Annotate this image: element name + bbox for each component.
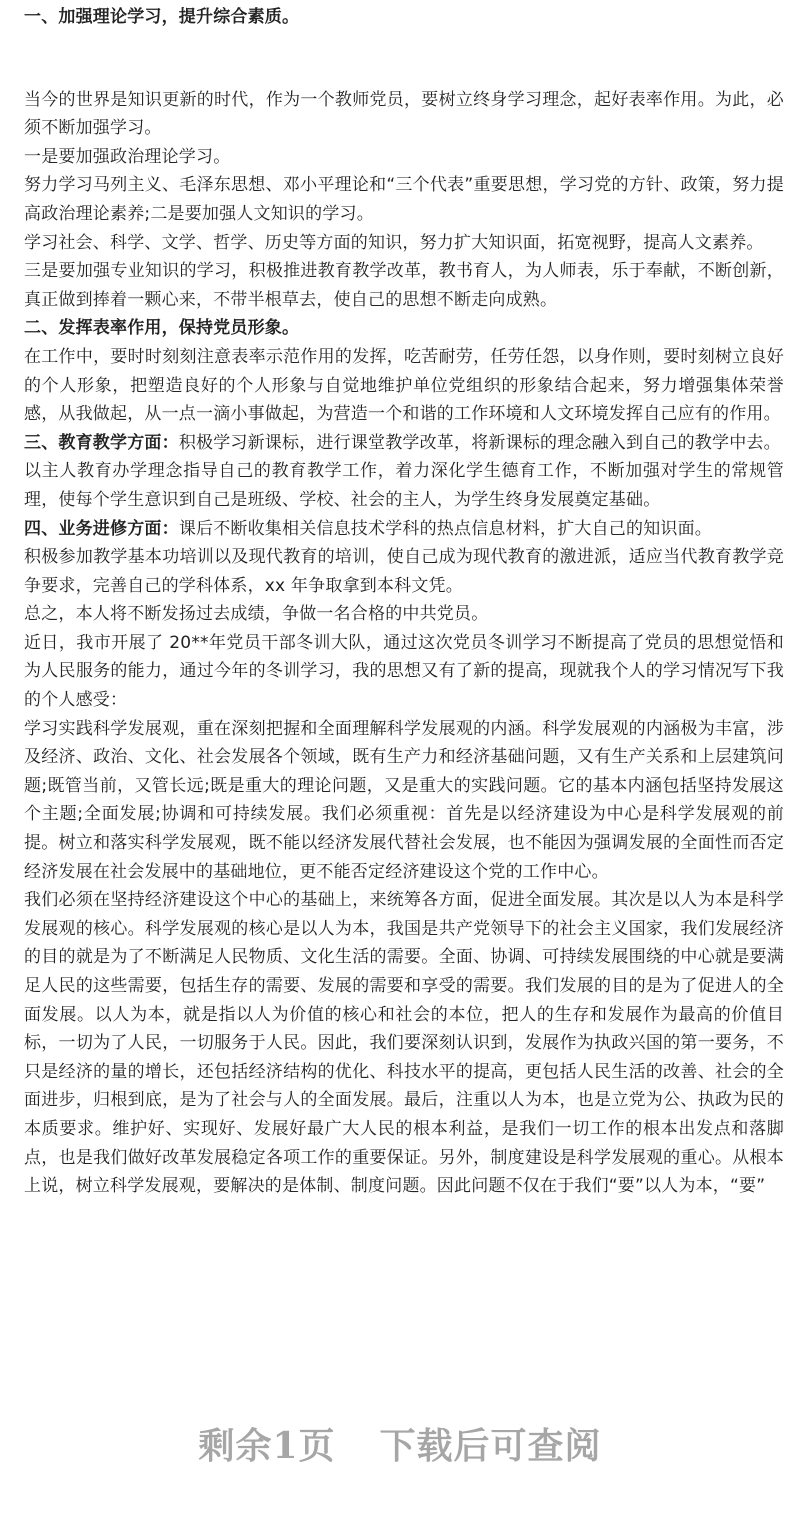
download-prompt[interactable] [0,1418,800,1469]
inline-heading: 四、业务进修方面： [24,518,179,539]
paragraph: 总之，本人将不断发扬过去成绩，争做一名合格的中共党员。 [24,604,489,625]
inline-heading: 三、教育教学方面： [24,432,179,453]
section-heading-1: 一、加强理论学习，提升综合素质。 [24,7,300,27]
paragraph: 当今的世界是知识更新的时代，作为一个教师党员，要树立终身学习理念，起好表率作用。为此，必须不断加强学习。 [24,89,784,139]
download-to-read-label: 下载后可查阅 [379,1425,602,1467]
paragraph: 以主人教育办学理念指导自己的教育教学工作，着力深化学生德育工作，不断加强对学生的常规管理，使每个学生意识到自己是班级、学校、社会的主人，为学生终身发展奠定基础。 [24,461,784,510]
paragraph: 近日，我市开展了 20**年党员干部冬训大队，通过这次党员冬训学习不断提高了党员的思想觉悟和为人民服务的能力，通过今年的冬训学习，我的思想又有了新的提高，现就我个人的学习情况写下我的个人感受： [24,632,784,711]
paragraph: 三、教育教学方面：积极学习新课标，进行课堂教学改革，将新课标的理念融入到自己的教学中去。 [24,432,781,453]
section-heading-2: 二、发挥表率作用，保持党员形象。 [24,318,300,339]
paragraph: 在工作中，要时时刻刻注意表率示范作用的发挥，吃苦耐劳，任劳任怨，以身作则，要时刻树立良好的个人形象，把塑造良好的个人形象与自觉地维护单位党组织的形象结合起来，努力增强集体荣誉感，从我做起，从一点一滴小事做起，为营造一个和谐的工作环境和人文环境发挥自己应有的作用。 [24,346,784,425]
document-body [24,0,784,1201]
paragraph: 我们必须在坚持经济建设这个中心的基础上，来统筹各方面，促进全面发展。其次是以人为本是科学发展观的核心。科学发展观的核心是以人为本，我国是共产党领导下的社会主义国家，我们发展经济的目的就是为了不断满足人民物质、文化生活的需要。全面、协调、可持续发展围绕的中心就是要满足人民的这些需要，包括生存的需要、发展的需要和享受的需要。我们发展的目的是为了促进人的全面发展。以人为本，就是指以人为价值的核心和社会的本位，把人的生存和发展作为最高的价值目标，一切为了人民，一切服务于人民。因此，我们要深刻认识到，发展作为执政兴国的第一要务，不只是经济的量的增长，还包括经济结构的优化、科技水平的提高，更包括人民生活的改善、社会的全面进步，归根到底，是为了社会与人的全面发展。最后，注重以人为本，也是立党为公、执政为民的本质要求。维护好、实现好、发展好最广大人民的根本利益，是我们一切工作的根本出发点和落脚点，也是我们做好改革发展稳定各项工作的重要保证。另外，制度建设是科学发展观的重心。从根本上说，树立科学发展观，要解决的是体制、制度问题。因此问题不仅在于我们“要”以人为本，“要” [24,890,784,1197]
paragraph: 四、业务进修方面：课后不断收集相关信息技术学科的热点信息材料，扩大自己的知识面。 [24,518,713,539]
spacer [24,32,784,86]
paragraph: 努力学习马列主义、毛泽东思想、邓小平理论和“三个代表”重要思想，学习党的方针、政策，努力提高政治理论素养;二是要加强人文知识的学习。 [24,175,784,224]
paragraph: 学习社会、科学、文学、哲学、历史等方面的知识，努力扩大知识面，拓宽视野，提高人文素养。 [24,232,764,253]
paragraph: 积极参加教学基本功培训以及现代教育的培训，使自己成为现代教育的激进派，适应当代教育教学竞争要求，完善自己的学科体系，xx 年争取拿到本科文凭。 [24,547,784,596]
remaining-pages-label: 剩余1页 [198,1425,336,1467]
paragraph: 三是要加强专业知识的学习，积极推进教育教学改革，教书育人，为人师表，乐于奉献，不断创新，真正做到捧着一颗心来，不带半根草去，使自己的思想不断走向成熟。 [24,261,784,310]
paragraph: 学习实践科学发展观，重在深刻把握和全面理解科学发展观的内涵。科学发展观的内涵极为丰富，涉及经济、政治、文化、社会发展各个领域，既有生产力和经济基础问题，又有生产关系和上层建筑问题;既管当前，又管长远;既是重大的理论问题，又是重大的实践问题。它的基本内涵包括坚持发展这个主题;全面发展;协调和可持续发展。我们必须重视：首先是以经济建设为中心是科学发展观的前提。树立和落实科学发展观，既不能以经济发展代替社会发展，也不能因为强调发展的全面性而否定经济发展在社会发展中的基础地位，更不能否定经济建设这个党的工作中心。 [24,718,784,882]
paragraph: 一是要加强政治理论学习。 [24,146,231,167]
